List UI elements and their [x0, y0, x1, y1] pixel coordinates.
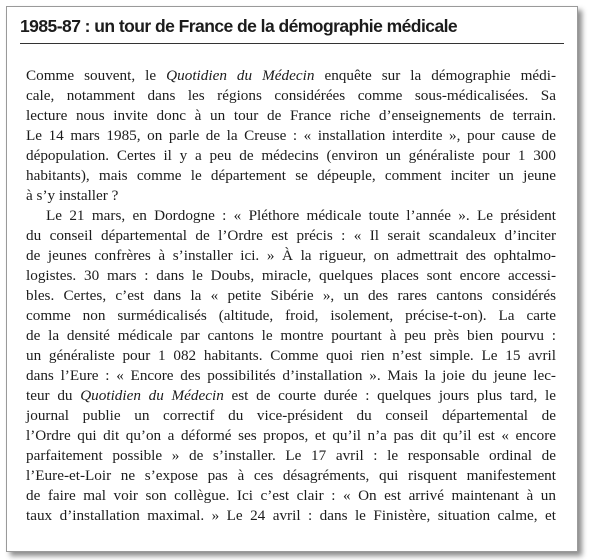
text-segment: logistes. 30 mars : dans le Doubs, miracle, quelques places sont encore accessi- [26, 267, 556, 284]
italic-text-segment: Quotidien du Médecin [166, 67, 315, 84]
article-title: 1985-87 : un tour de France de la démographie médicale [20, 16, 458, 36]
text-segment: de faire mal voir son collègue. Ici c’est clair : « On est arrivé maintenant à un [26, 487, 556, 504]
text-segment: habitants), mais comme le département se dépeuple, comment inciter un jeune [26, 167, 556, 184]
text-segment: teur du [26, 387, 81, 404]
text-segment: journal publie un correctif du vice-président du conseil départemental de [26, 407, 556, 424]
text-line [26, 386, 556, 406]
text-line [26, 86, 556, 106]
text-line [26, 506, 556, 526]
text-line [26, 266, 556, 286]
text-line [26, 486, 556, 506]
text-segment: l’Eure-et-Loir ne s’expose pas à ces désagréments, qui risquent manifestement [26, 467, 556, 484]
text-segment: bles. Certes, c’est dans la « petite Sibérie », un des rares cantons considérés [26, 287, 556, 304]
text-segment: Comme souvent, le [26, 67, 167, 84]
text-line [26, 146, 556, 166]
text-line [26, 106, 556, 126]
text-segment: cale, notamment dans les régions considérées comme sous-médicalisées. Sa [26, 87, 556, 104]
text-line [26, 206, 556, 226]
text-line [26, 446, 556, 466]
article-body [26, 66, 556, 526]
text-line [26, 226, 556, 246]
italic-text-segment: Quotidien du Médecin [80, 387, 224, 404]
text-line [26, 366, 556, 386]
text-segment: de jeunes confrères à s’installer ici. » À la rigueur, on admettrait des ophtalmo- [26, 247, 556, 264]
text-segment: Le 21 mars, en Dordogne : « Pléthore médicale toute l’année ». Le président [46, 207, 556, 224]
text-segment: l’Ordre qui dit qu’on a déformé ses propos, et qu’il n’a pas dit qu’il est « encore [26, 427, 556, 444]
text-line [26, 246, 556, 266]
text-segment: comme non surmédicalisés (altitude, froid, isolement, précise-t-on). La carte [26, 307, 556, 324]
text-line [26, 126, 556, 146]
text-segment: est de courte durée : quelques jours plus tard, le [223, 387, 556, 404]
text-segment: un généraliste pour 1 082 habitants. Comme quoi rien n’est simple. Le 15 avril [26, 347, 556, 364]
text-segment: parfaitement possible » de s’installer. Le 17 avril : le responsable ordinal de [26, 447, 556, 464]
text-line [26, 286, 556, 306]
text-line [26, 66, 556, 86]
text-segment: à s’y installer ? [26, 187, 119, 204]
text-line [26, 306, 556, 326]
text-segment: du conseil départemental de l’Ordre est précis : « Il serait scandaleux d’inciter [26, 227, 556, 244]
text-line [26, 166, 556, 186]
title-rule [20, 43, 564, 44]
text-line [26, 326, 556, 346]
text-segment: dépopulation. Certes il y a peu de médecins (environ un généraliste pour 1 300 [26, 147, 556, 164]
text-line [26, 426, 556, 446]
text-line [26, 346, 556, 366]
text-segment: taux d’installation maximal. » Le 24 avril : dans le Finistère, situation calme, et [26, 507, 556, 524]
text-segment: enquête sur la démographie médi- [314, 67, 556, 84]
text-line [26, 406, 556, 426]
text-segment: de la densité médicale par cantons le montre pourtant à peu près bien pourvu : [26, 327, 556, 344]
text-segment: dans l’Eure : « Encore des possibilités d’installation ». Mais la joie du jeune lec- [26, 367, 556, 384]
text-segment: Le 14 mars 1985, on parle de la Creuse : « installation interdite », pour cause de [26, 127, 556, 144]
text-line [26, 466, 556, 486]
article-box [6, 6, 578, 552]
text-segment: lecture nous invite donc à un tour de France riche d’enseignements de terrain. [26, 107, 556, 124]
text-line [26, 186, 556, 206]
